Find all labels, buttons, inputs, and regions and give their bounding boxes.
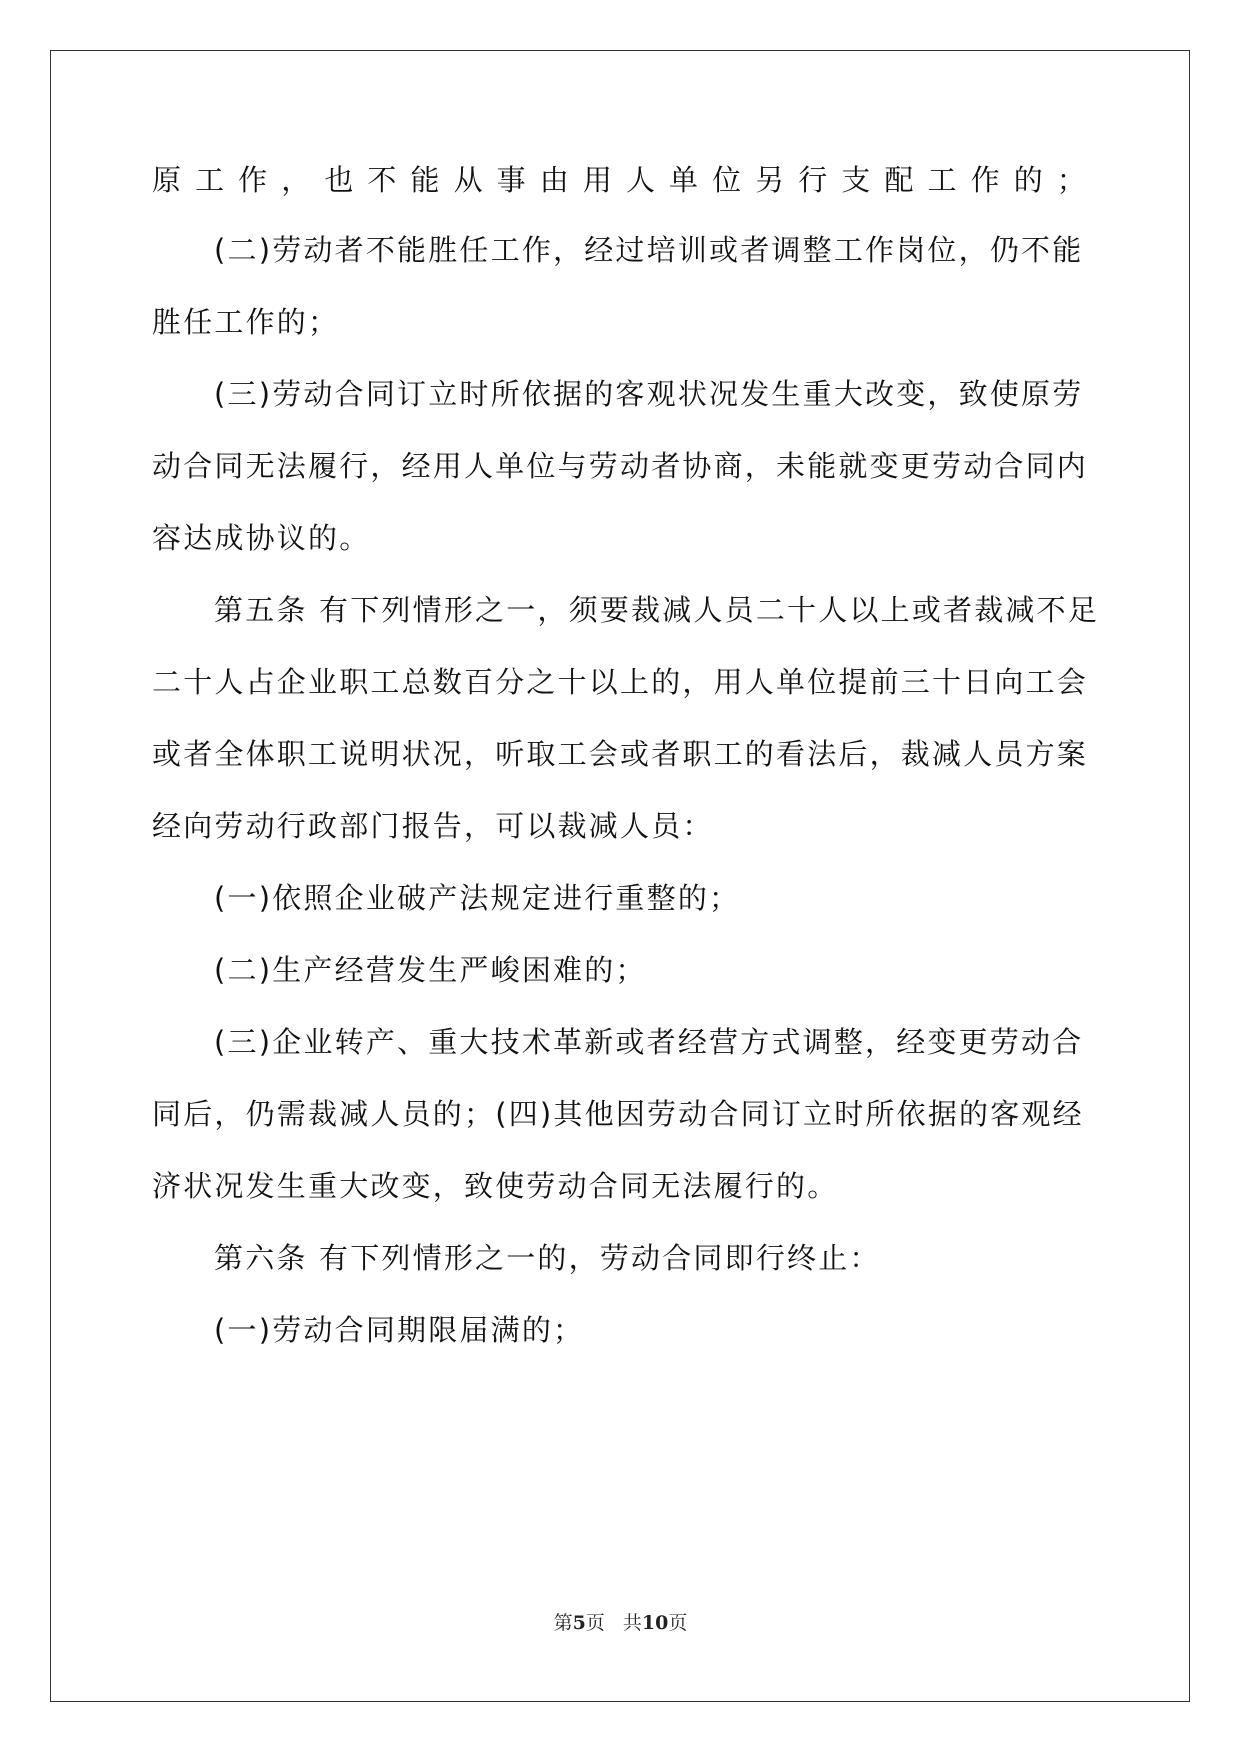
text-line: (二)劳动者不能胜任工作，经过培训或者调整工作岗位，仍不能 [214, 233, 1084, 267]
text-line: 或者全体职工说明状况，听取工会或者职工的看法后，裁减人员方案 [152, 737, 1089, 771]
page-footer [0, 1608, 1241, 1635]
text-line: (一)依照企业破产法规定进行重整的； [214, 881, 741, 915]
text-line: 动合同无法履行，经用人单位与劳动者协商，未能就变更劳动合同内 [152, 449, 1089, 483]
page-number: 5 [572, 1612, 586, 1634]
text-line: (三)劳动合同订立时所依据的客观状况发生重大改变，致使原劳 [214, 377, 1084, 411]
text-line: 二十人占企业职工总数百分之十以上的，用人单位提前三十日向工会 [152, 665, 1089, 699]
text-line: 原工作，也不能从事由用人单位另行支配工作的； [152, 163, 1088, 197]
page-prefix: 第 [553, 1612, 573, 1634]
text-line: 容达成协议的。 [152, 521, 371, 555]
page-border [50, 50, 1190, 1702]
text-line: (二)生产经营发生严峻困难的； [214, 953, 647, 987]
text-line: 经向劳动行政部门报告，可以裁减人员： [152, 809, 714, 843]
text-line: 同后，仍需裁减人员的；(四)其他因劳动合同订立时所依据的客观经 [152, 1097, 1084, 1131]
total-suffix: 页 [668, 1612, 688, 1634]
text-line: (三)企业转产、重大技术革新或者经营方式调整，经变更劳动合 [214, 1025, 1084, 1059]
total-pages: 10 [641, 1612, 669, 1634]
text-line: (一)劳动合同期限届满的； [214, 1313, 585, 1347]
page-suffix: 页 [585, 1612, 605, 1634]
text-line: 胜任工作的； [152, 305, 340, 339]
text-line: 济状况发生重大改变，致使劳动合同无法履行的。 [152, 1169, 839, 1203]
text-line: 第五条 有下列情形之一，须要裁减人员二十人以上或者裁减不足 [214, 593, 1100, 627]
text-line: 第六条 有下列情形之一的，劳动合同即行终止： [214, 1241, 881, 1275]
total-prefix: 共 [622, 1612, 642, 1634]
